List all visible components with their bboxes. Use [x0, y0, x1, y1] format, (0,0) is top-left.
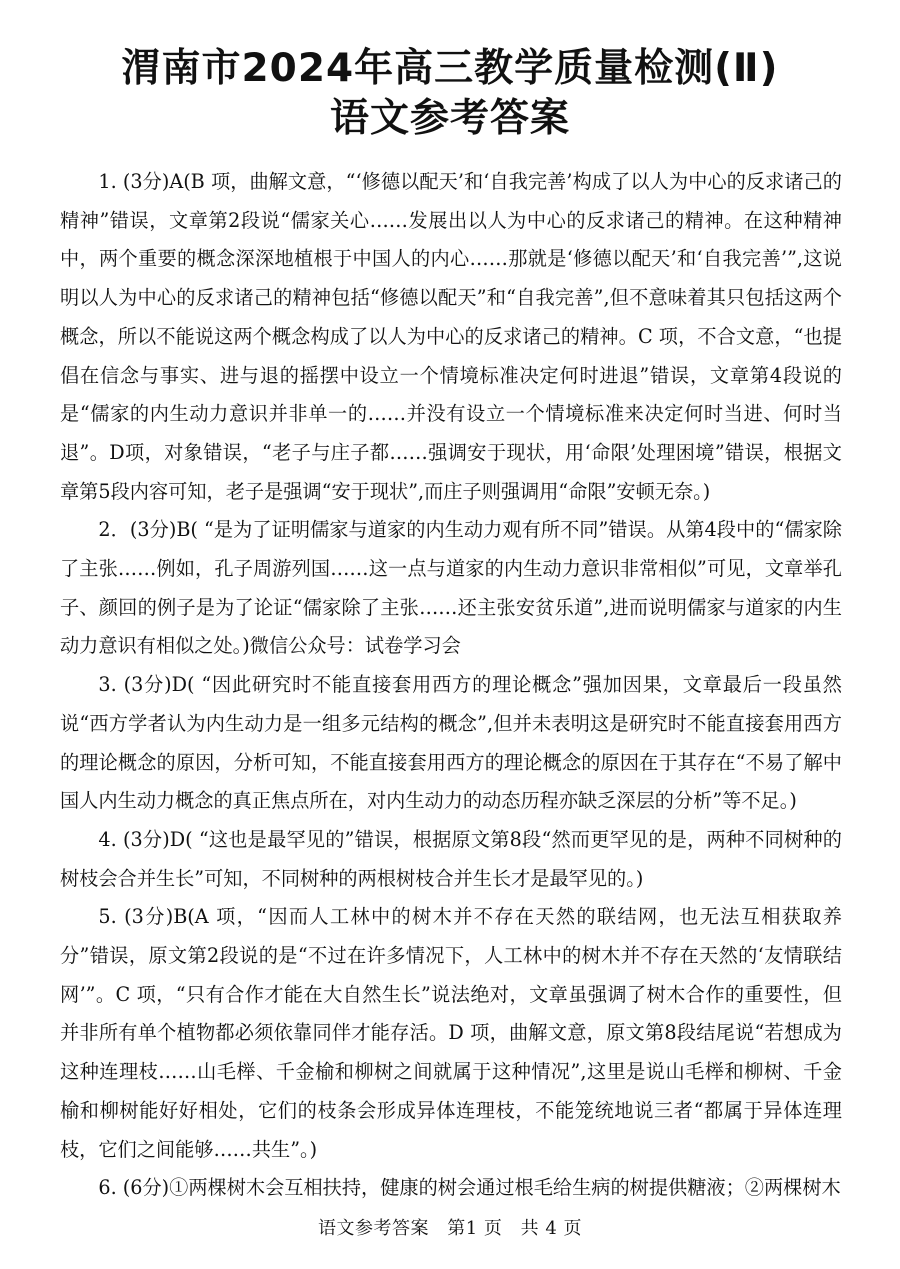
answer-3: 3. (3分)D( “因此研究时不能直接套用西方的理论概念”强加因果，文章最后一段虽然说“西方学者认为内生动力是一组多元结构的概念”,但并未表明这是研究时不能直接套用西方的理论概念的原因，分析可知，不能直接套用西方的理论概念的原因在于其存在“不易了解中国人内生动力概念的真正焦点所在，对内生动力的动态历程亦缺乏深层的分析”等不足。) [60, 673, 842, 813]
footer-subject: 语文参考答案 [317, 1218, 429, 1239]
answer-1: 1. (3分)A(B 项，曲解文意，“‘修德以配天’和‘自我完善’构成了以人为中心的反求诸己的精神”错误，文章第2段说“儒家关心……发展出以人为中心的反求诸己的精神。在这种精神中，两个重要的概念深深地植根于中国人的内心……那就是‘修德以配天’和‘自我完善’”,这说明以人为中心的反求诸己的精神包括“修德以配天”和“自我完善”,但不意味着其只包括这两个概念，所以不能说这两个概念构成了以人为中心的反求诸己的精神。C 项，不合文意，“也提倡在信念与事实、进与退的摇摆中设立一个情境标准决定何时进退”错误，文章第4段说的是“儒家的内生动力意识并非单一的……并没有设立一个情境标准来决定何时当进、何时当退”。D项，对象错误，“老子与庄子都……强调安于现状，用‘命限’处理困境”错误，根据文章第5段内容可知，老子是强调“安于现状”,而庄子则强调用“命限”安顿无奈。) [60, 170, 842, 503]
answer-2: 2．(3分)B( “是为了证明儒家与道家的内生动力观有所不同”错误。从第4段中的“儒家除了主张……例如，孔子周游列国……这一点与道家的内生动力意识非常相似”可见，文章举孔子、颜回的例子是为了论证“儒家除了主张……还主张安贫乐道”,进而说明儒家与道家的内生动力意识有相似之处。)微信公众号：试卷学习会 [60, 518, 842, 658]
answer-5: 5. (3分)B(A 项，“因而人工林中的树木并不存在天然的联结网，也无法互相获取养分”错误，原文第2段说的是“不过在许多情况下，人工林中的树木并不存在天然的‘友情联结网’”。C 项，“只有合作才能在大自然生长”说法绝对，文章虽强调了树木合作的重要性，但并非所有单个植物都必须依靠同伴才能存活。D 项，曲解文意，原文第8段结尾说“若想成为这种连理枝……山毛榉、千金榆和柳树之间就属于这种情况”,这里是说山毛榉和柳树、千金榆和柳树能好好相处，它们的枝条会形成异体连理枝，不能笼统地说三者“都属于异体连理枝，它们之间能够……共生”。) [60, 905, 842, 1161]
footer-total-pages: 共 4 页 [520, 1218, 583, 1239]
document-subtitle: 语文参考答案 [329, 96, 570, 141]
answer-6: 6. (6分)①两棵树木会互相扶持，健康的树会通过根毛给生病的树提供糖液；②两棵树木 [98, 1176, 841, 1200]
footer-page-number: 第1 页 [447, 1218, 503, 1239]
answer-body [60, 163, 842, 1208]
answer-4: 4. (3分)D( “这也是最罕见的”错误，根据原文第8段“然而更罕见的是，两种不同树种的树枝会合并生长”可知，不同树种的两根树枝合并生长才是最罕见的。) [60, 827, 842, 890]
document-title: 渭南市2024年高三教学质量检测(Ⅱ) [121, 46, 779, 91]
page-footer [0, 1214, 900, 1240]
